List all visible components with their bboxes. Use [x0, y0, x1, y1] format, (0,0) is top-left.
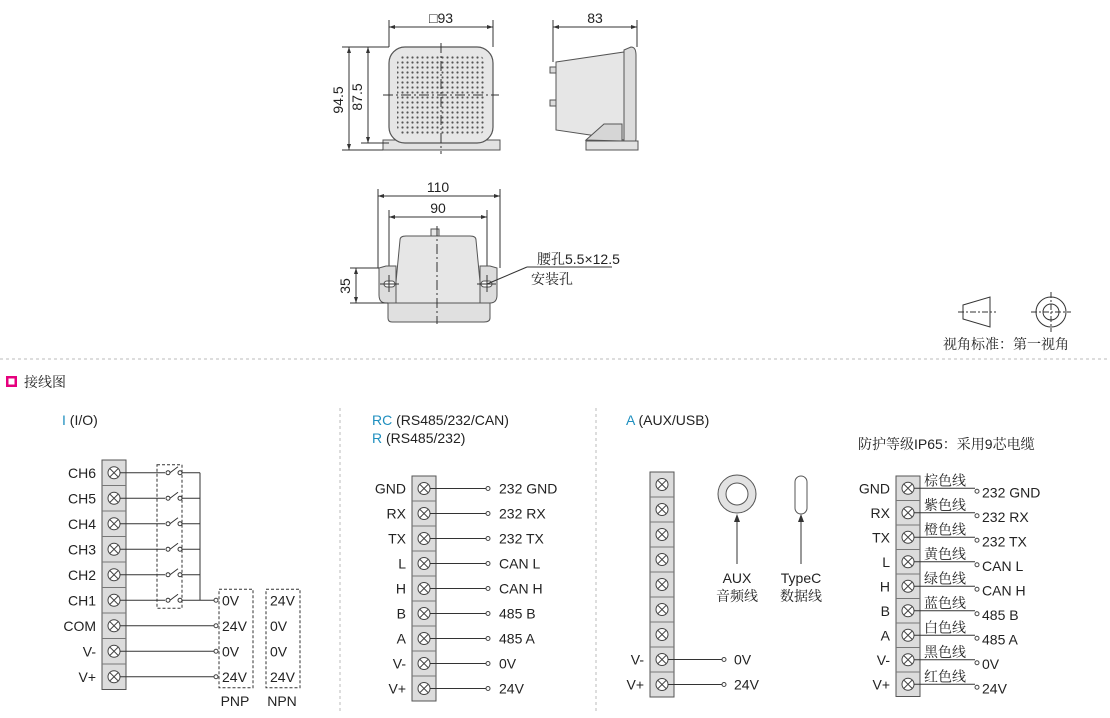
rs-output-label: 0V — [499, 655, 517, 672]
cable-color-label: 黄色线 — [924, 545, 966, 562]
rs-terminal-label: L — [398, 555, 406, 572]
cable-output-label: 24V — [982, 680, 1007, 697]
io-terminal-label: V+ — [78, 668, 96, 685]
cable-color-label: 紫色线 — [924, 496, 966, 513]
rs-terminal-label: A — [396, 630, 406, 647]
cable-output-label: 232 TX — [982, 533, 1027, 550]
cable-terminal-block — [859, 472, 1040, 696]
cable-color-label: 橙色线 — [924, 521, 966, 538]
mount-hole-label: 安装孔 — [531, 271, 573, 287]
typec-port-icon — [795, 476, 807, 564]
front-width-label: □93 — [428, 10, 454, 26]
rs-output-label: CAN L — [499, 555, 541, 572]
cable-output-label: CAN L — [982, 557, 1024, 574]
cable-terminal-label: V+ — [872, 676, 890, 693]
rs-output-label: 232 RX — [499, 505, 546, 522]
rs-output-label: 485 A — [499, 630, 535, 647]
cable-output-label: 0V — [982, 655, 1000, 672]
rs-output-label: 232 GND — [499, 480, 558, 497]
base-height-label: 35 — [337, 278, 353, 294]
cable-terminal-label: B — [880, 602, 890, 619]
io-terminal-label: CH3 — [67, 541, 96, 558]
side-depth-label: 83 — [587, 10, 603, 26]
r-title: R (RS485/232) — [372, 430, 466, 446]
cable-terminal-label: H — [879, 578, 890, 595]
cable-terminal-label: A — [880, 627, 890, 644]
typec-label-2: 数据线 — [780, 588, 822, 604]
rs-terminal-label: RX — [386, 505, 406, 522]
cable-output-label: 232 GND — [982, 484, 1041, 501]
front-inner-height-label: 87.5 — [349, 83, 365, 111]
rc-title: RC (RS485/232/CAN) — [372, 412, 509, 428]
cable-color-label: 蓝色线 — [924, 594, 966, 611]
cable-color-label: 白色线 — [924, 619, 966, 636]
aux-output-label: 24V — [734, 676, 759, 693]
npn-value: 0V — [270, 643, 288, 660]
cable-color-label: 红色线 — [924, 668, 966, 685]
wiring-title: 接线图 — [24, 374, 66, 390]
cable-terminal-label: L — [882, 553, 890, 570]
rs-terminal-label: GND — [374, 480, 406, 497]
first-angle-projection-icon — [958, 292, 1071, 332]
aux-label-1: AUX — [722, 570, 752, 586]
pnp-value: 24V — [222, 617, 247, 634]
io-terminal-label: CH6 — [67, 464, 96, 481]
cable-output-label: 485 A — [982, 631, 1018, 648]
front-view — [330, 10, 500, 154]
io-terminal-label: CH2 — [67, 566, 96, 583]
io-terminal-label: COM — [63, 617, 96, 634]
cable-terminal-label: TX — [872, 529, 890, 546]
rs-terminal-label: B — [396, 605, 406, 622]
slot-hole-label: 腰孔5.5×12.5 — [537, 251, 620, 267]
pnp-label: PNP — [220, 693, 250, 709]
switch-group-box — [157, 465, 182, 609]
aux-jack-icon — [718, 475, 756, 564]
io-terminal-label: V- — [82, 643, 96, 660]
cable-output-label: CAN H — [982, 582, 1026, 599]
rs-terminal-label: TX — [388, 530, 406, 547]
rs-output-label: CAN H — [499, 580, 543, 597]
hole-spacing-label: 90 — [430, 200, 446, 216]
bottom-width-label: 110 — [426, 179, 450, 195]
io-terminal-label: CH4 — [67, 515, 96, 532]
bottom-view — [337, 179, 620, 324]
npn-label: NPN — [267, 693, 297, 709]
rs-terminal-label: H — [395, 580, 406, 597]
io-terminal-block — [63, 460, 300, 690]
cable-terminal-label: RX — [870, 504, 890, 521]
npn-value: 24V — [270, 668, 295, 685]
cable-title: 防护等级IP65：采用9芯电缆 — [858, 436, 1035, 452]
aux-terminal-label: V- — [630, 651, 644, 668]
cable-terminal-label: V- — [876, 651, 890, 668]
aux-title: A (AUX/USB) — [626, 412, 710, 428]
rs-terminal-block — [375, 476, 557, 701]
rs-terminal-label: V- — [392, 655, 406, 672]
side-view — [550, 10, 638, 150]
cable-terminal-label: GND — [858, 480, 890, 497]
front-outer-height-label: 94.5 — [330, 86, 346, 114]
rs-output-label: 24V — [499, 680, 524, 697]
io-terminal-label: CH5 — [67, 490, 96, 507]
aux-output-label: 0V — [734, 651, 752, 668]
typec-label-1: TypeC — [780, 570, 822, 586]
cable-color-label: 绿色线 — [924, 570, 966, 587]
rs-output-label: 232 TX — [499, 530, 544, 547]
pnp-value: 0V — [222, 592, 240, 609]
io-title: I (I/O) — [62, 412, 98, 428]
aux-label-2: 音频线 — [716, 588, 758, 604]
pnp-value: 24V — [222, 668, 247, 685]
aux-terminal-label: V+ — [626, 676, 644, 693]
cable-output-label: 232 RX — [982, 508, 1029, 525]
rs-output-label: 485 B — [499, 605, 536, 622]
npn-value: 0V — [270, 617, 288, 634]
cable-color-label: 黑色线 — [924, 643, 966, 660]
rs-terminal-label: V+ — [388, 680, 406, 697]
io-terminal-label: CH1 — [67, 592, 96, 609]
cable-color-label: 棕色线 — [924, 472, 966, 489]
npn-value: 24V — [270, 592, 295, 609]
pnp-value: 0V — [222, 643, 240, 660]
cable-output-label: 485 B — [982, 606, 1019, 623]
view-standard-text: 视角标准：第一视角 — [943, 336, 1069, 352]
